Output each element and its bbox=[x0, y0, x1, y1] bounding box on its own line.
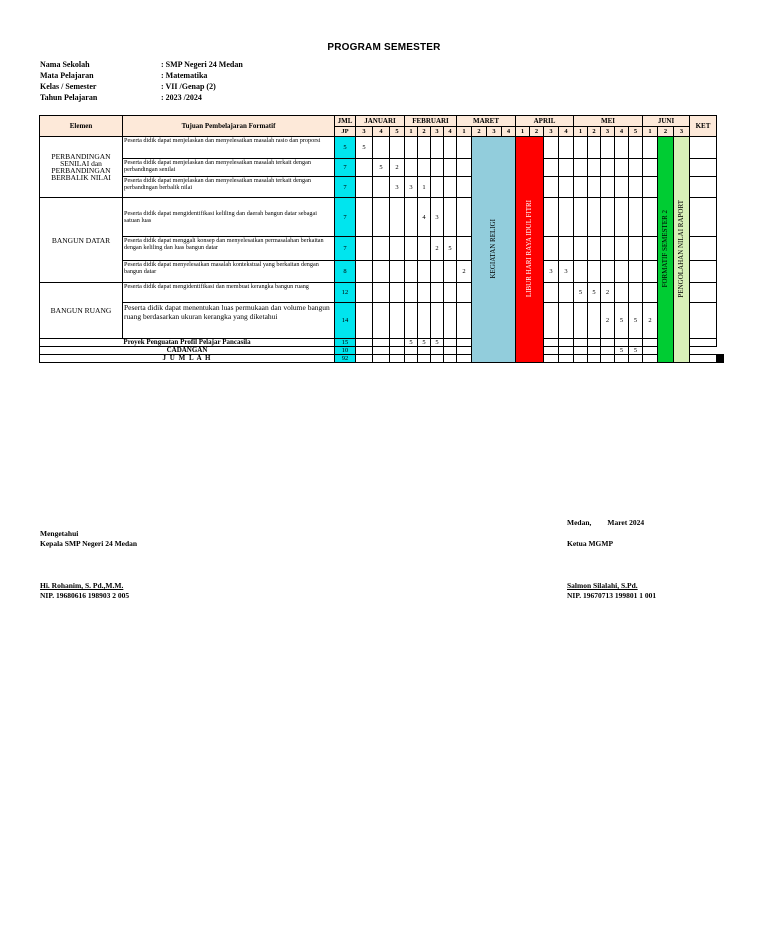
kegiatan-religi-label: KEGIATAN RELIGI bbox=[489, 218, 497, 279]
header-month: APRIL bbox=[516, 116, 574, 127]
week-value: 3 bbox=[431, 198, 444, 237]
week-value bbox=[418, 303, 431, 339]
signature-right bbox=[567, 518, 656, 601]
week-value bbox=[643, 159, 658, 177]
week-value bbox=[356, 177, 373, 198]
week-value bbox=[356, 355, 373, 363]
week-value bbox=[559, 303, 574, 339]
elemen-cell: PERBANDINGAN SENILAI dan PERBANDINGAN BERBALIK NILAI bbox=[40, 137, 123, 198]
info-label: Mata Pelajaran bbox=[40, 71, 94, 80]
week-value bbox=[588, 237, 601, 261]
week-value bbox=[588, 261, 601, 283]
week-value bbox=[601, 261, 615, 283]
tp-cell: Peserta didik dapat menjelaskan dan menyelesaikan masalah terkait dengan perbandingan berbalik nilai bbox=[123, 177, 335, 198]
week: 4 bbox=[444, 127, 457, 137]
header-tujuan: Tujuan Pembelajaran Formatif bbox=[123, 116, 335, 137]
week-value bbox=[405, 237, 418, 261]
tp-cell: Peserta didik dapat menentukan luas permukaan dan volume bangun ruang berdasarkan ukuran kerangka yang diketahui bbox=[123, 303, 335, 339]
week-value bbox=[559, 198, 574, 237]
signature-left-nip: NIP. 19680616 198903 2 005 bbox=[40, 591, 130, 600]
week: 3 bbox=[431, 127, 444, 137]
week-value bbox=[457, 198, 472, 237]
week-value bbox=[444, 177, 457, 198]
week-value bbox=[418, 159, 431, 177]
week-value bbox=[405, 347, 418, 355]
header-month: MEI bbox=[574, 116, 643, 127]
table-row bbox=[40, 347, 724, 355]
week-value bbox=[418, 355, 431, 363]
week-value bbox=[544, 159, 559, 177]
week-value bbox=[544, 347, 559, 355]
week-value bbox=[643, 283, 658, 303]
week-value bbox=[431, 355, 444, 363]
week-value bbox=[601, 177, 615, 198]
week-value bbox=[629, 283, 643, 303]
formatif-label: FORMATIF SEMESTER 2 bbox=[661, 209, 669, 288]
week-value bbox=[629, 137, 643, 159]
elemen-cell: BANGUN RUANG bbox=[40, 283, 123, 339]
ket-cell bbox=[690, 177, 717, 198]
header-jml: JML bbox=[335, 116, 356, 127]
week: 1 bbox=[405, 127, 418, 137]
week-value bbox=[643, 177, 658, 198]
week-value bbox=[373, 177, 390, 198]
week-value bbox=[588, 339, 601, 347]
header-elemen: Elemen bbox=[40, 116, 123, 137]
week-value bbox=[457, 355, 472, 363]
week-value bbox=[615, 261, 629, 283]
pengolahan-rapor-block bbox=[674, 137, 690, 363]
week-value bbox=[559, 159, 574, 177]
week-value: 5 bbox=[431, 339, 444, 347]
week-value bbox=[544, 237, 559, 261]
week-value: 5 bbox=[356, 137, 373, 159]
week-value bbox=[544, 283, 559, 303]
week-value bbox=[405, 261, 418, 283]
week-value: 3 bbox=[559, 261, 574, 283]
jp-value: 8 bbox=[335, 261, 356, 283]
week-value: 4 bbox=[418, 198, 431, 237]
week-value bbox=[588, 159, 601, 177]
week-value bbox=[574, 303, 588, 339]
week-value bbox=[405, 303, 418, 339]
tp-cell: Peserta didik dapat menjelaskan dan menyelesaikan masalah rasio dan proporsi bbox=[123, 137, 335, 159]
signature-right-role: Ketua MGMP bbox=[567, 539, 614, 548]
week-value bbox=[418, 137, 431, 159]
week-value bbox=[405, 137, 418, 159]
week-value bbox=[444, 303, 457, 339]
week-value bbox=[574, 177, 588, 198]
jp-value: 12 bbox=[335, 283, 356, 303]
header-ket: KET bbox=[690, 116, 717, 137]
week-value bbox=[373, 355, 390, 363]
week-value bbox=[444, 137, 457, 159]
week-value bbox=[559, 355, 574, 363]
week-value bbox=[457, 159, 472, 177]
week-value: 5 bbox=[373, 159, 390, 177]
week-value bbox=[629, 339, 643, 347]
week-value: 2 bbox=[431, 237, 444, 261]
week-value bbox=[431, 261, 444, 283]
week: 5 bbox=[629, 127, 643, 137]
week-value bbox=[544, 339, 559, 347]
week-value bbox=[601, 347, 615, 355]
week-value bbox=[444, 159, 457, 177]
signature-left bbox=[40, 529, 137, 601]
week-value bbox=[356, 198, 373, 237]
table-row bbox=[40, 355, 724, 363]
elemen-cell: BANGUN DATAR bbox=[40, 198, 123, 283]
week-value bbox=[544, 303, 559, 339]
week-value: 2 bbox=[601, 283, 615, 303]
week-value bbox=[444, 283, 457, 303]
jp-value: 14 bbox=[335, 303, 356, 339]
table-row bbox=[40, 283, 724, 303]
jp-value: 15 bbox=[335, 339, 356, 347]
jp-value: 7 bbox=[335, 177, 356, 198]
week-value bbox=[390, 303, 405, 339]
week-value bbox=[559, 339, 574, 347]
ket-cell bbox=[690, 339, 717, 347]
week-value bbox=[390, 137, 405, 159]
week-value bbox=[643, 137, 658, 159]
week: 1 bbox=[574, 127, 588, 137]
week-value bbox=[418, 261, 431, 283]
week: 2 bbox=[658, 127, 674, 137]
week-value bbox=[431, 177, 444, 198]
week-value bbox=[373, 283, 390, 303]
info-value: : SMP Negeri 24 Medan bbox=[161, 60, 243, 69]
week-value bbox=[544, 137, 559, 159]
week: 2 bbox=[472, 127, 487, 137]
signature-right-name: Salmon Silalahi, S.Pd. bbox=[567, 581, 638, 590]
week-value bbox=[601, 355, 615, 363]
week-value bbox=[615, 355, 629, 363]
week-value bbox=[690, 355, 717, 363]
week: 3 bbox=[674, 127, 690, 137]
table-row bbox=[40, 237, 724, 261]
table-row bbox=[40, 159, 724, 177]
week-value bbox=[615, 283, 629, 303]
week-value bbox=[601, 198, 615, 237]
jp-value: 5 bbox=[335, 137, 356, 159]
week-value: 3 bbox=[544, 261, 559, 283]
signature-left-name: Hi. Rohanim, S. Pd.,M.M. bbox=[40, 581, 124, 590]
week-value bbox=[356, 339, 373, 347]
week-value bbox=[390, 283, 405, 303]
week-value bbox=[418, 283, 431, 303]
ket-cell bbox=[690, 198, 717, 237]
week-value bbox=[373, 198, 390, 237]
tp-cell: Peserta didik dapat menjelaskan dan menyelesaikan masalah terkait dengan perbandingan senilai bbox=[123, 159, 335, 177]
week-value bbox=[588, 303, 601, 339]
table-row bbox=[40, 261, 724, 283]
week-value bbox=[457, 339, 472, 347]
week-value: 2 bbox=[390, 159, 405, 177]
signature-left-line2: Kepala SMP Negeri 24 Medan bbox=[40, 539, 138, 548]
ket-cell bbox=[690, 137, 717, 159]
info-value: : 2023 /2024 bbox=[161, 93, 202, 102]
week-value bbox=[431, 283, 444, 303]
week: 4 bbox=[615, 127, 629, 137]
table-row bbox=[40, 198, 724, 237]
week-value bbox=[588, 347, 601, 355]
week: 2 bbox=[418, 127, 431, 137]
week: 3 bbox=[601, 127, 615, 137]
week-value bbox=[405, 283, 418, 303]
week-value: 1 bbox=[418, 177, 431, 198]
signature-right-place: Medan, bbox=[567, 518, 592, 527]
week-value bbox=[373, 303, 390, 339]
week-value: 3 bbox=[390, 177, 405, 198]
week-value bbox=[601, 159, 615, 177]
week-value bbox=[390, 339, 405, 347]
week-value bbox=[444, 198, 457, 237]
week-value: 5 bbox=[615, 303, 629, 339]
week-value bbox=[574, 159, 588, 177]
week-value bbox=[574, 347, 588, 355]
week-value bbox=[629, 355, 643, 363]
table-row bbox=[40, 137, 724, 159]
week-value bbox=[574, 355, 588, 363]
info-label: Tahun Pelajaran bbox=[40, 93, 98, 102]
week-value bbox=[405, 159, 418, 177]
week-value: 5 bbox=[615, 347, 629, 355]
week-value bbox=[544, 177, 559, 198]
week: 4 bbox=[373, 127, 390, 137]
cadangan-label: CADANGAN bbox=[40, 347, 335, 355]
ket-cell bbox=[643, 347, 658, 355]
header-month: JUNI bbox=[643, 116, 690, 127]
week-value bbox=[615, 237, 629, 261]
week-value bbox=[615, 198, 629, 237]
week-value bbox=[444, 347, 457, 355]
week-value bbox=[390, 355, 405, 363]
info-label: Nama Sekolah bbox=[40, 60, 90, 69]
week-value bbox=[601, 137, 615, 159]
week: 1 bbox=[457, 127, 472, 137]
week-value bbox=[373, 261, 390, 283]
week-value bbox=[373, 339, 390, 347]
week: 5 bbox=[390, 127, 405, 137]
p5-label: Proyek Penguatan Profil Pelajar Pancasila bbox=[40, 339, 335, 347]
week-value: 5 bbox=[405, 339, 418, 347]
week-value bbox=[431, 303, 444, 339]
week-value bbox=[629, 198, 643, 237]
week-value: 5 bbox=[588, 283, 601, 303]
info-label: Kelas / Semester bbox=[40, 82, 97, 91]
week-value bbox=[405, 198, 418, 237]
week-value bbox=[418, 347, 431, 355]
header-month: MARET bbox=[457, 116, 516, 127]
week-value bbox=[457, 283, 472, 303]
week-value: 2 bbox=[601, 303, 615, 339]
week: 1 bbox=[516, 127, 530, 137]
week-value: 3 bbox=[405, 177, 418, 198]
week-value: 5 bbox=[629, 303, 643, 339]
tp-cell: Peserta didik dapat menggali konsep dan menyelesaikan permasalahan berkaitan dengan keliling dan luas bangun datar bbox=[123, 237, 335, 261]
week-value bbox=[457, 237, 472, 261]
week-value bbox=[559, 177, 574, 198]
formatif-block bbox=[658, 137, 674, 363]
week-value bbox=[444, 261, 457, 283]
page-title: PROGRAM SEMESTER bbox=[327, 42, 441, 53]
week-value bbox=[629, 261, 643, 283]
week-value bbox=[629, 237, 643, 261]
week-value bbox=[444, 355, 457, 363]
week-value bbox=[356, 283, 373, 303]
week-value bbox=[643, 198, 658, 237]
week: 2 bbox=[588, 127, 601, 137]
week-value bbox=[643, 261, 658, 283]
week-value bbox=[643, 355, 658, 363]
week: 3 bbox=[487, 127, 502, 137]
week-value bbox=[615, 159, 629, 177]
jp-value: 10 bbox=[335, 347, 356, 355]
jp-value: 7 bbox=[335, 237, 356, 261]
week-value bbox=[574, 237, 588, 261]
week-value bbox=[390, 347, 405, 355]
jp-total: 92 bbox=[335, 355, 356, 363]
week-value bbox=[356, 237, 373, 261]
week-value bbox=[544, 355, 559, 363]
week: 1 bbox=[643, 127, 658, 137]
tp-cell: Peserta didik dapat mengidentifikasi keliling dan daerah bangun datar sebagai satuan luas bbox=[123, 198, 335, 237]
week-value bbox=[588, 198, 601, 237]
week-value bbox=[544, 198, 559, 237]
signature-left-line1: Mengetahui bbox=[40, 529, 79, 538]
week: 4 bbox=[502, 127, 516, 137]
ket-cell bbox=[690, 159, 717, 177]
week-value: 5 bbox=[629, 347, 643, 355]
week-value bbox=[629, 177, 643, 198]
week-value bbox=[390, 237, 405, 261]
week-value bbox=[559, 237, 574, 261]
week-value bbox=[615, 137, 629, 159]
signature-right-nip: NIP. 19670713 199801 1 001 bbox=[567, 591, 657, 600]
week-value bbox=[405, 355, 418, 363]
table-row bbox=[40, 339, 724, 347]
week-value: 2 bbox=[457, 261, 472, 283]
semester-table bbox=[39, 115, 724, 363]
jumlah-label: J U M L A H bbox=[40, 355, 335, 363]
header-jp: JP bbox=[335, 127, 356, 137]
week-value bbox=[356, 303, 373, 339]
week-value bbox=[457, 347, 472, 355]
info-value: : VII /Genap (2) bbox=[161, 82, 216, 91]
week-value bbox=[615, 339, 629, 347]
week-value bbox=[643, 237, 658, 261]
week: 3 bbox=[356, 127, 373, 137]
week-value bbox=[629, 159, 643, 177]
week-value bbox=[390, 261, 405, 283]
week-value bbox=[431, 347, 444, 355]
week: 4 bbox=[559, 127, 574, 137]
week: 2 bbox=[530, 127, 544, 137]
table-row bbox=[40, 303, 724, 339]
week-value bbox=[356, 159, 373, 177]
week-value bbox=[601, 339, 615, 347]
tp-cell: Peserta didik dapat mengidentifikasi dan membuat kerangka bangun ruang bbox=[123, 283, 335, 303]
week-value bbox=[390, 198, 405, 237]
week-value bbox=[418, 237, 431, 261]
table-row bbox=[40, 177, 724, 198]
week-value bbox=[457, 137, 472, 159]
ket-cell bbox=[690, 261, 717, 283]
week-value bbox=[356, 347, 373, 355]
week-value bbox=[559, 137, 574, 159]
week-value bbox=[574, 198, 588, 237]
kegiatan-religi-block bbox=[472, 137, 516, 363]
week-value bbox=[588, 355, 601, 363]
school-info bbox=[40, 59, 243, 103]
week-value bbox=[574, 261, 588, 283]
week: 3 bbox=[544, 127, 559, 137]
info-value: : Matematika bbox=[161, 71, 208, 80]
week-value bbox=[431, 137, 444, 159]
ket-cell bbox=[690, 303, 717, 339]
week-value bbox=[559, 347, 574, 355]
tp-cell: Peserta didik dapat menyelesaikan masalah kontekstual yang berkaitan dengan bangun datar bbox=[123, 261, 335, 283]
libur-idul-fitri-label: LIBUR HARI RAYA IDUL FITRI bbox=[525, 199, 533, 298]
week-value: 2 bbox=[643, 303, 658, 339]
week-value bbox=[457, 303, 472, 339]
jp-value: 7 bbox=[335, 159, 356, 177]
week-value bbox=[588, 177, 601, 198]
week-value bbox=[373, 137, 390, 159]
week-value bbox=[444, 339, 457, 347]
week-value bbox=[373, 347, 390, 355]
ket-cell bbox=[690, 283, 717, 303]
ket-cell bbox=[690, 237, 717, 261]
week-value bbox=[601, 237, 615, 261]
libur-idul-fitri-block bbox=[516, 137, 544, 363]
week-value bbox=[559, 283, 574, 303]
week-value bbox=[373, 237, 390, 261]
header-month: FEBRUARI bbox=[405, 116, 457, 127]
week-value bbox=[574, 339, 588, 347]
jp-value: 7 bbox=[335, 198, 356, 237]
week-value bbox=[457, 177, 472, 198]
week-value bbox=[431, 159, 444, 177]
ket-cell bbox=[723, 355, 724, 363]
week-value bbox=[356, 261, 373, 283]
week-value bbox=[574, 137, 588, 159]
week-value bbox=[643, 339, 658, 347]
week-value: 5 bbox=[574, 283, 588, 303]
week-value bbox=[588, 137, 601, 159]
header-month: JANUARI bbox=[356, 116, 405, 127]
week-value bbox=[615, 177, 629, 198]
week-value: 5 bbox=[418, 339, 431, 347]
pengolahan-rapor-label: PENGOLAHAN NILAI RAPORT bbox=[677, 199, 685, 298]
signature-right-date: Maret 2024 bbox=[607, 518, 645, 527]
week-value: 5 bbox=[444, 237, 457, 261]
